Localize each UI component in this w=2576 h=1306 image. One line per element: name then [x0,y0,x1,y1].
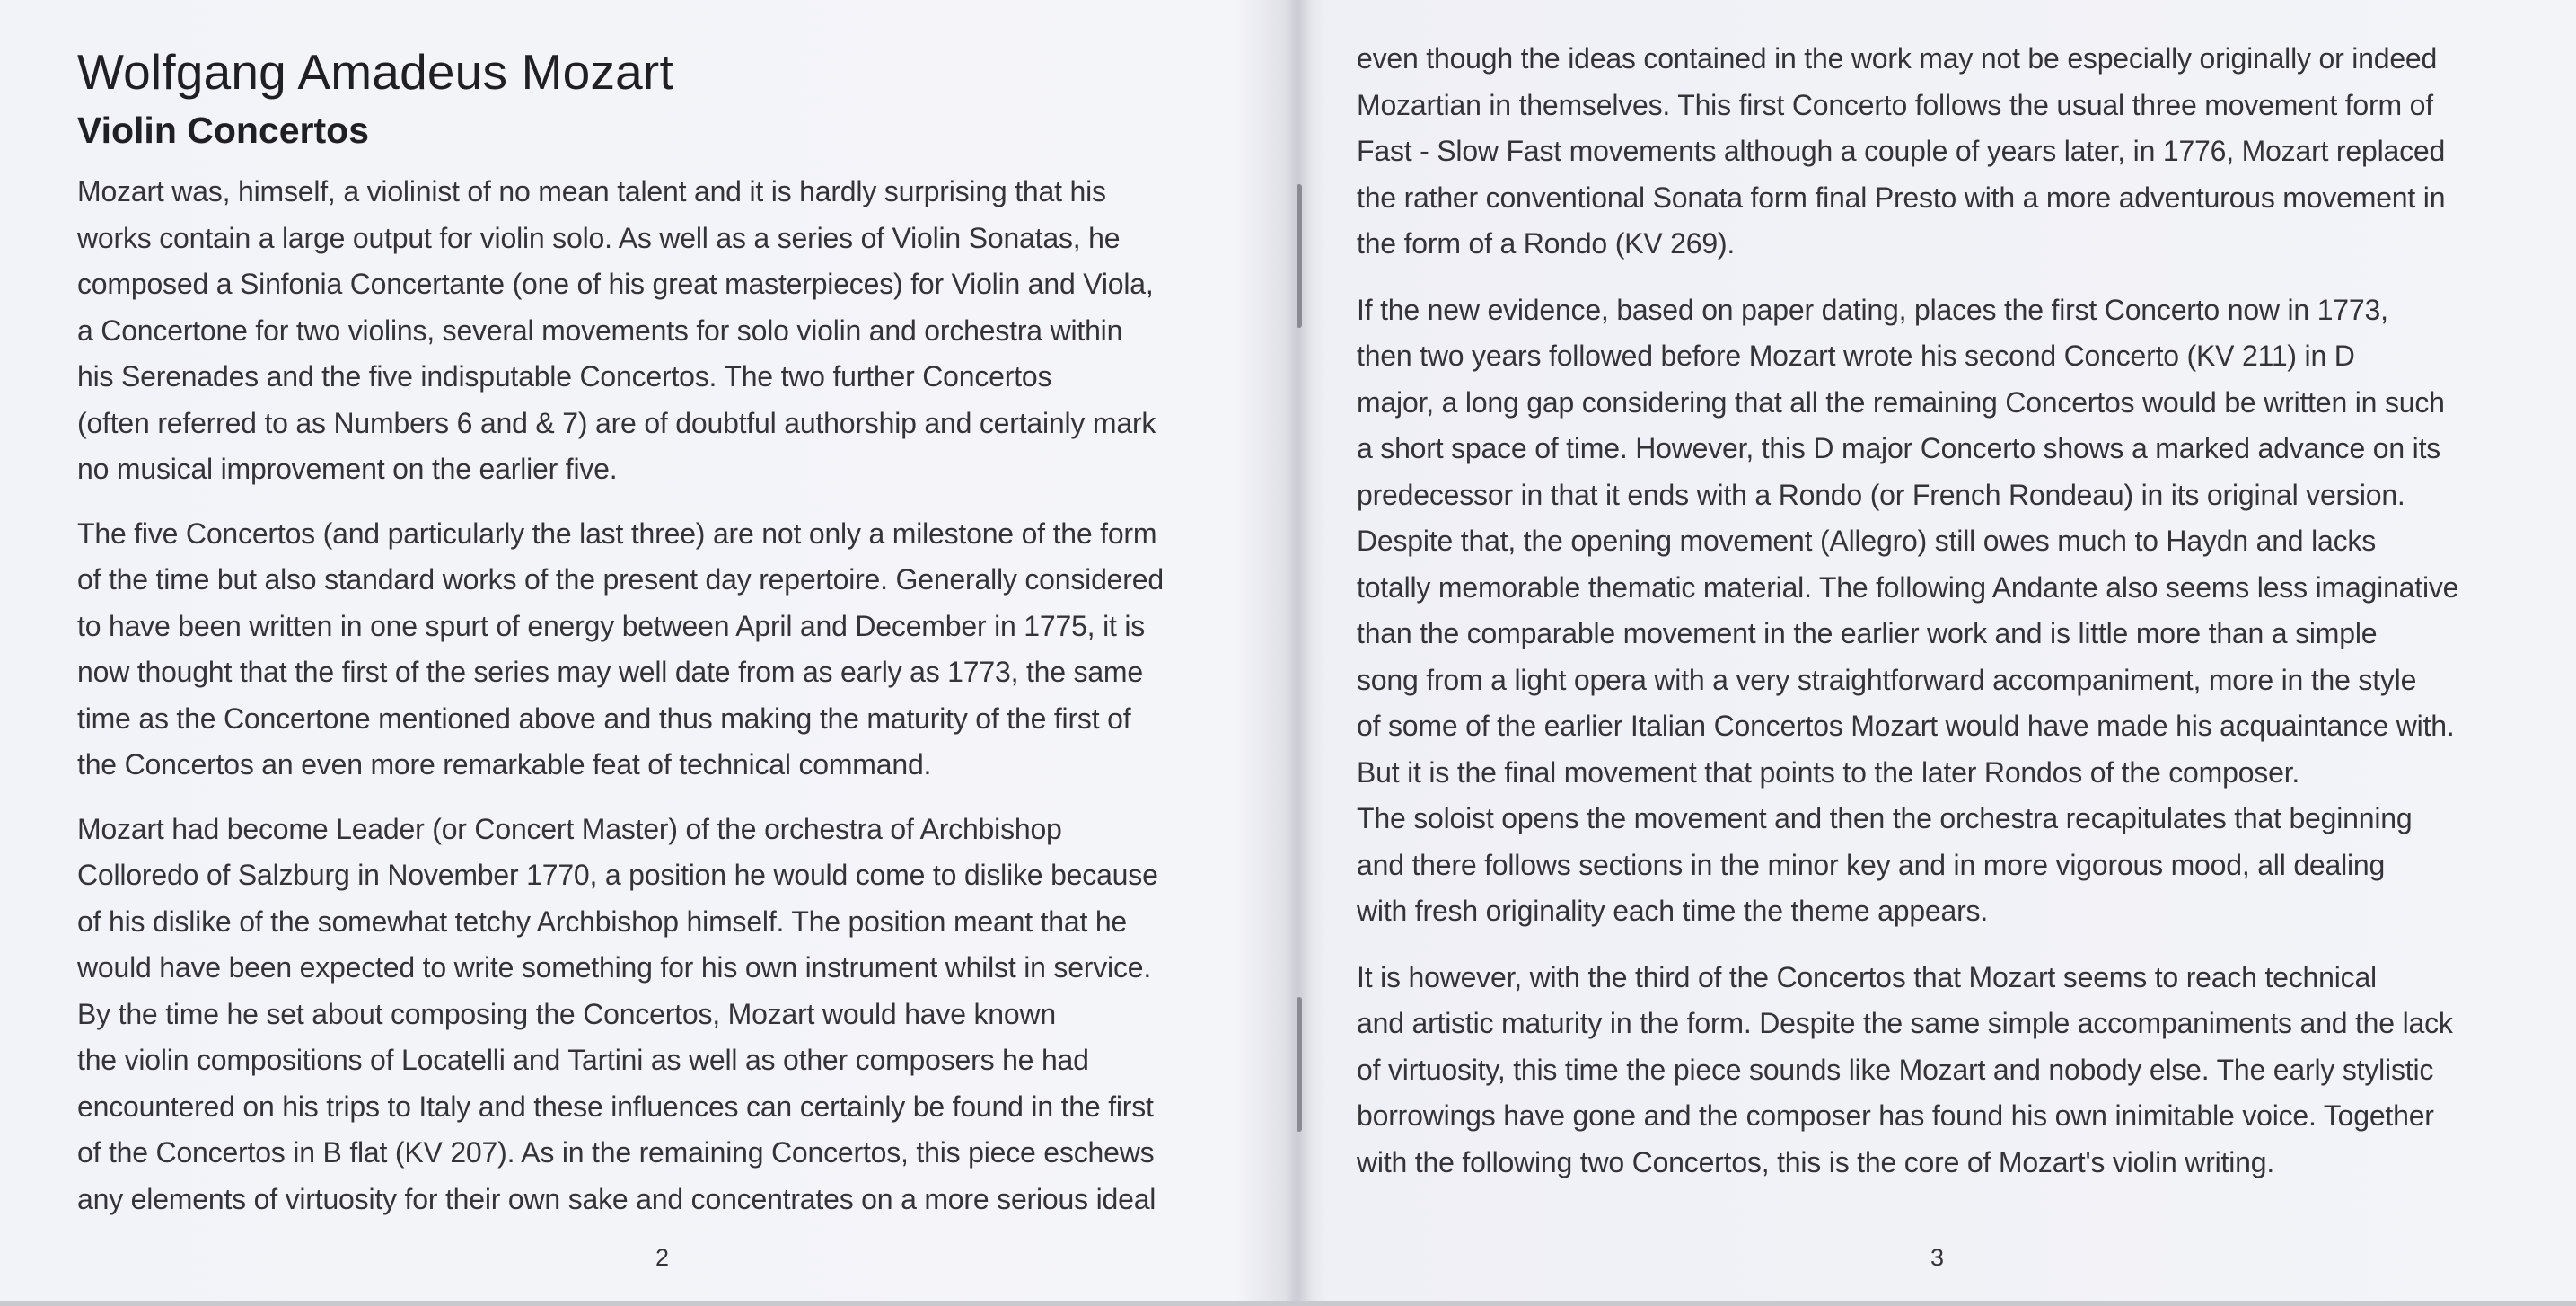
page-subtitle: Violin Concertos [77,110,370,151]
paragraph: It is however, with the third of the Concertos that Mozart seems to reach technical and artistic maturity in the form. Despite the same simple accompaniments and the lack of virtuosity, this time the piece sounds like Mozart and nobody else. The early stylistic borrowings have gone and the composer has found his own inimitable voice. Together with the following two Concertos, this is the core of Mozart's violin writing. [1357,960,2453,1178]
paragraph: Mozart was, himself, a violinist of no mean talent and it is hardly surprising that his works contain a large output for violin solo. As well as a series of Violin Sonatas, he composed a Sinfonia Concertante (one of his great masterpieces) for Violin and Viola, a Concertone for two violins, several movements for solo violin and orchestra within his Serenades and the five indisputable Concertos. The two further Concertos (often referred to as Numbers 6 and & 7) are of doubtful authorship and certainly mark no musical improvement on the earlier five. [77,175,1156,485]
paragraph: The five Concertos (and particularly the last three) are not only a milestone of the form of the time but also standard works of the present day repertoire. Generally considered to have been written in one spurt of energy between April and December in 1775, it is now thought that the first of the series may well date from as early as 1773, the same time as the Concertone mentioned above and thus making the maturity of the first of the Concertos an even more remarkable feat of technical command. [77,516,1164,781]
paragraph: Mozart had become Leader (or Concert Master) of the orchestra of Archbishop Colloredo of Salzburg in November 1770, a position he would come to dislike because of his dislike of the somewhat tetchy Archbishop himself. The position meant that he would have been expected to write something for his own instrument whilst in service. By the time he set about composing the Concertos, Mozart would have known the violin compositions of Locatelli and Tartini as well as other composers he had encountered on his trips to Italy and these influences can certainly be found in the first of the Concertos in B flat (KV 207). As in the remaining Concertos, this piece eschews any elements of virtuosity for their own sake and concentrates on a more serious ideal [77,812,1158,1215]
page-title: Wolfgang Amadeus Mozart [77,44,673,100]
page-number: 3 [1930,1244,1945,1271]
paragraph: even though the ideas contained in the work may not be especially originally or indeed Mozartian in themselves. This first Concerto follows the usual three movement form of Fast - Slow Fast movements although a couple of years later, in 1776, Mozart replaced the rather conventional Sonata form final Presto with a more adventurous movement in the form of a Rondo (KV 269). [1357,42,2446,260]
paragraph: If the new evidence, based on paper dating, places the first Concerto now in 1773, then two years followed before Mozart wrote his second Concerto (KV 211) in D major, a long gap considering that all the remaining Concertos would be written in such a short space of time. However, this D major Concerto shows a marked advance on its predecessor in that it ends with a Rondo (or French Rondeau) in its original version. Despite that, the opening movement (Allegro) still owes much to Haydn and lacks totally memorable thematic material. The following Andante also seems less imaginative than the comparable movement in the earlier work and is little more than a simple song from a light opera with a very straightforward accompaniment, more in the style of some of the earlier Italian Concertos Mozart would have made his acquaintance with. But it is the final movement that points to the later Rondos of the composer. The soloist opens the movement and then the orchestra recapitulates that beginning and there follows sections in the minor key and in more vigorous mood, all dealing with fresh originality each time the theme appears. [1357,293,2459,927]
page-bottom-edge [0,1301,2576,1306]
page-number: 2 [655,1244,670,1271]
right-page [1302,0,2576,1306]
